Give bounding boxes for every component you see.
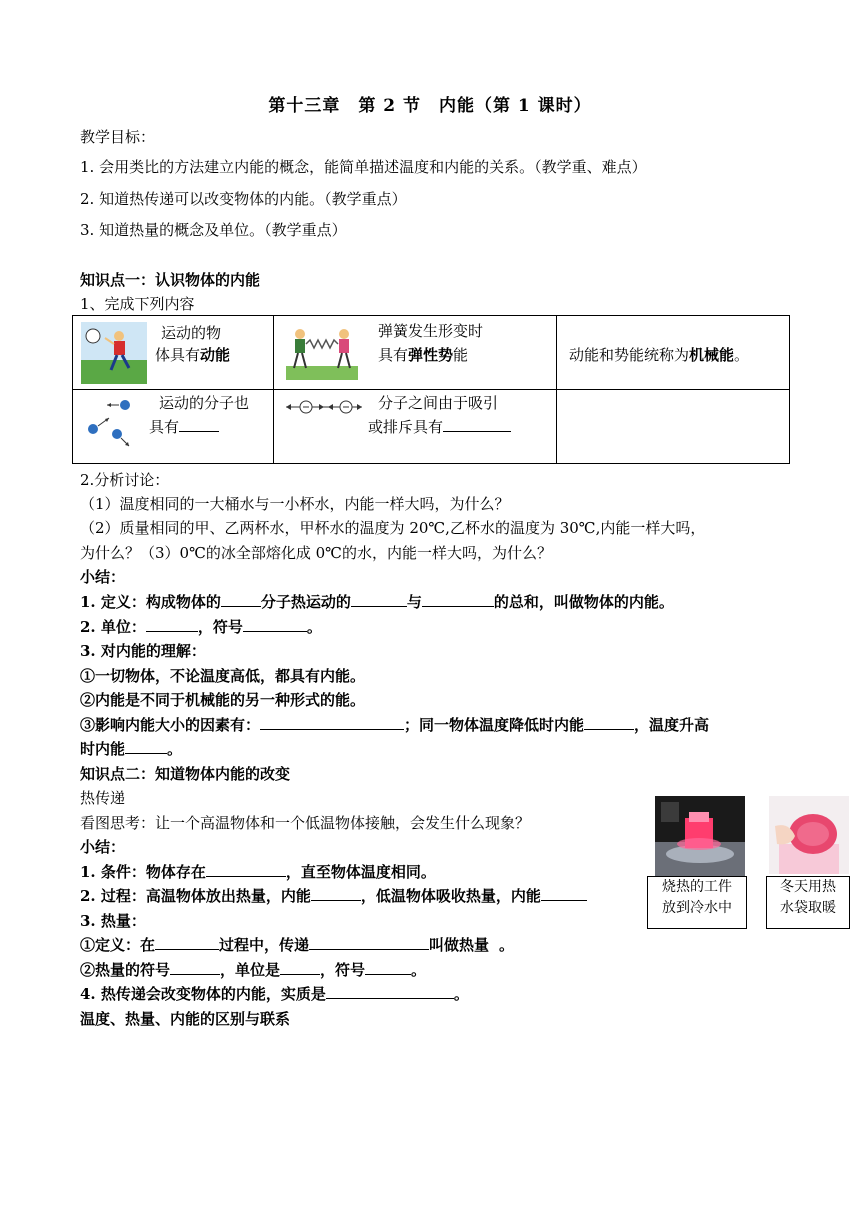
goal-1: 1. 会用类比的方法建立内能的概念，能简单描述温度和内能的关系。（教学重、难点） (80, 158, 647, 176)
elastic-label-1: 弹簧发生形变时 (378, 322, 484, 340)
caption-hot-workpiece: 烧热的工件 放到冷水中 (647, 876, 747, 929)
page-title: 第十三章 第 2 节 内能（第 1 课时） (268, 96, 592, 116)
elastic-label-2: 具有弹性势能 (378, 346, 469, 364)
blank[interactable] (170, 960, 220, 975)
hot-workpiece-image (655, 796, 745, 876)
goal-3: 3. 知道热量的概念及单位。（教学重点） (80, 221, 347, 239)
blank[interactable] (309, 935, 429, 950)
point-2: ②内能是不同于机械能的另一种形式的能。 (80, 691, 366, 709)
blank[interactable] (179, 417, 219, 432)
blank[interactable] (243, 617, 307, 632)
heat-symbol: ②热量的符号 ，单位是 ，符号 。 (80, 961, 427, 979)
moving-molecules-icon (81, 396, 141, 452)
process-line: 2. 过程：高温物体放出热量，内能 ，低温物体吸收热量，内能 (80, 886, 587, 906)
blank[interactable] (541, 886, 587, 901)
molecule-kinetic-label-1: 运动的分子也 (159, 394, 250, 412)
goals-heading: 教学目标： (80, 128, 156, 146)
blank[interactable] (260, 715, 404, 730)
summary1-heading: 小结： (80, 568, 126, 586)
molecule-kinetic-label-2: 具有 (149, 416, 219, 438)
cell-molecule-kinetic (73, 390, 274, 464)
spring-stretching-image (286, 322, 358, 380)
understanding-heading: 3. 对内能的理解： (80, 642, 206, 660)
discussion-q1: （1）温度相同的一大桶水与一小杯水，内能一样大吗，为什么？ (80, 495, 510, 513)
kinetic-label-2: 体具有动能 (155, 346, 231, 364)
kp2-sub: 热传递 (80, 789, 126, 807)
discussion-heading: 2.分析讨论： (80, 471, 170, 489)
molecule-attraction-icon (284, 398, 366, 416)
condition-line: 1. 条件：物体存在 ，直至物体温度相同。 (80, 863, 436, 881)
heat-heading: 3. 热量： (80, 912, 146, 930)
blank[interactable] (443, 417, 511, 432)
blank[interactable] (155, 935, 219, 950)
blank[interactable] (584, 715, 634, 730)
discussion-q2a: （2）质量相同的甲、乙两杯水，甲杯水的温度为 20℃,乙杯水的温度为 30℃,内能一样大吗， (80, 519, 706, 537)
blank[interactable] (280, 960, 320, 975)
goal-2: 2. 知道热传递可以改变物体的内能。（教学重点） (80, 190, 407, 208)
point-3-cont: 时内能 。 (80, 740, 183, 758)
summary2-heading: 小结： (80, 838, 126, 856)
blank[interactable] (206, 862, 286, 877)
hot-water-bottle-image (769, 796, 849, 874)
cell-mechanical (557, 316, 790, 390)
discussion-q2b: 为什么？（3）0℃的冰全部熔化成 0℃的水，内能一样大吗，为什么？ (80, 544, 552, 562)
caption-hot-water-bottle: 冬天用热 水袋取暖 (766, 876, 850, 929)
cell-molecule-potential (274, 390, 557, 464)
cell-empty (557, 390, 790, 464)
blank[interactable] (311, 886, 361, 901)
cell-elastic (274, 316, 557, 390)
energy-table (72, 315, 790, 464)
blank[interactable] (125, 739, 167, 754)
soccer-player-image (81, 322, 147, 384)
cell-kinetic (73, 316, 274, 390)
blank[interactable] (326, 984, 454, 999)
kp1-task: 1、完成下列内容 (80, 295, 195, 313)
point-1: ①一切物体，不论温度高低，都具有内能。 (80, 667, 366, 685)
blank[interactable] (365, 960, 411, 975)
point-3: ③影响内能大小的因素有： ；同一物体温度降低时内能 ，温度升高 (80, 716, 710, 734)
kp1-heading: 知识点一：认识物体的内能 (80, 271, 261, 289)
kinetic-label-1: 运动的物 (161, 324, 222, 342)
blank[interactable] (221, 592, 261, 607)
molecule-potential-label-1: 分子之间由于吸引 (378, 394, 499, 412)
blank[interactable] (422, 592, 494, 607)
final-heading: 温度、热量、内能的区别与联系 (80, 1010, 291, 1028)
unit-line: 2. 单位： ，符号 。 (80, 618, 322, 636)
definition-line: 1. 定义：构成物体的 分子热运动的 与 的总和，叫做物体的内能。 (80, 593, 674, 611)
molecule-potential-label-2: 或排斥具有 (368, 416, 511, 438)
kp2-heading: 知识点二：知道物体内能的改变 (80, 765, 291, 783)
kp2-think: 看图思考：让一个高温物体和一个低温物体接触，会发生什么现象？ (80, 814, 531, 832)
essence-line: 4. 热传递会改变物体的内能，实质是 。 (80, 985, 469, 1003)
heat-definition: ①定义：在 过程中，传递 叫做热量 。 (80, 936, 515, 954)
blank[interactable] (351, 592, 407, 607)
blank[interactable] (146, 617, 198, 632)
mechanical-label: 动能和势能统称为机械能。 (569, 346, 750, 364)
